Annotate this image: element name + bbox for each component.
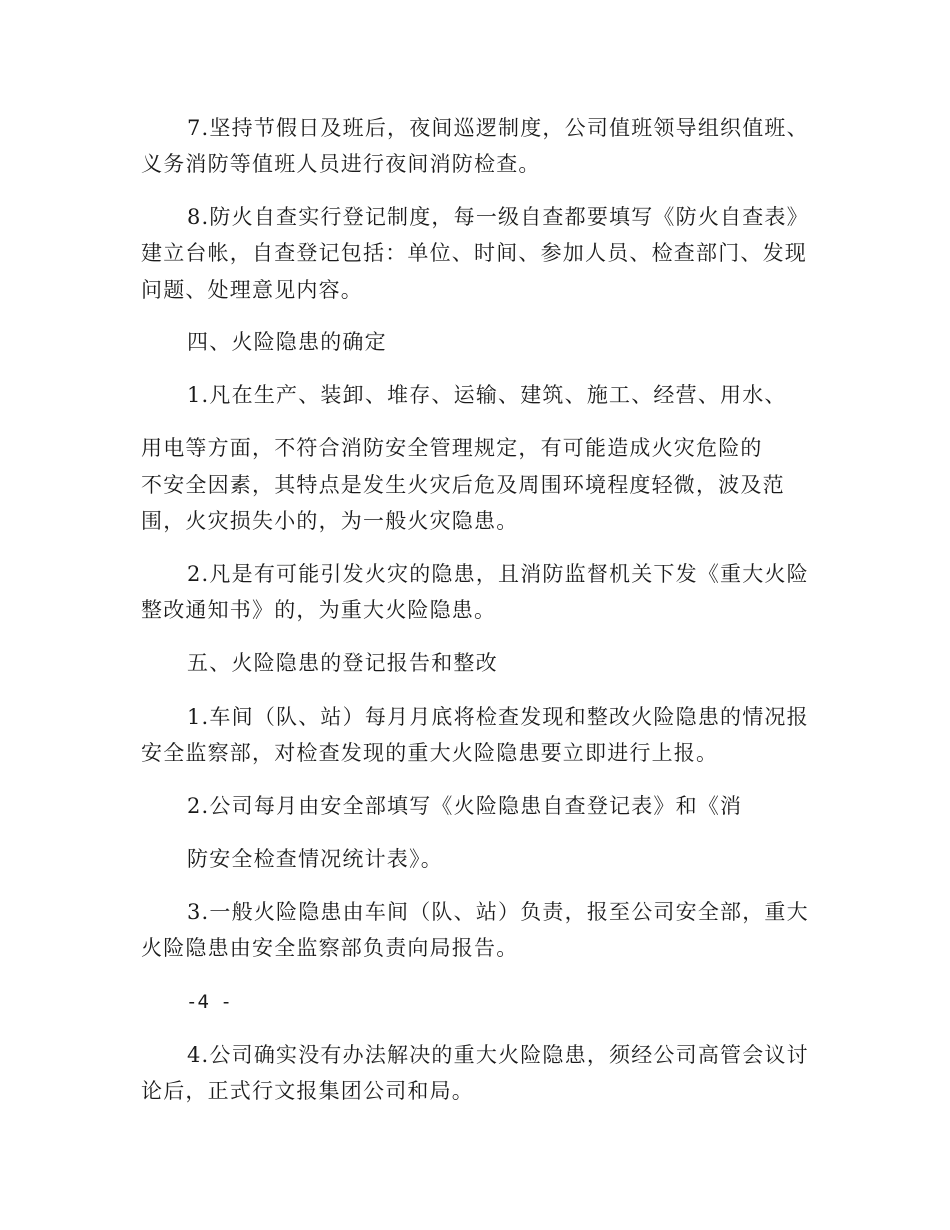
text-line: 8.防火自查实行登记制度，每一级自查都要填写《防火自查表》: [187, 205, 809, 229]
text-line: 用电等方面，不符合消防安全管理规定，有可能造成火灾危险的: [141, 436, 763, 460]
text-line: 问题、处理意见内容。: [141, 278, 363, 302]
text-line: 3.一般火险隐患由车间（队、站）负责，报至公司安全部，重大: [187, 900, 809, 924]
text-line: 建立台帐，自查登记包括：单位、时间、参加人员、检查部门、发现: [141, 241, 807, 265]
text-line: 安全监察部，对检查发现的重大火险隐患要立即进行上报。: [141, 741, 719, 765]
text-line: 不安全因素，其特点是发生火灾后危及周围环境程度轻微，波及范: [141, 473, 785, 497]
text-line: 7.坚持节假日及班后，夜间巡逻制度，公司值班领导组织值班、: [187, 116, 809, 140]
page-number: -4 -: [186, 991, 232, 1013]
text-line: 论后，正式行文报集团公司和局。: [141, 1079, 474, 1103]
text-line: 2.凡是有可能引发火灾的隐患，且消防监督机关下发《重大火险: [187, 562, 809, 586]
text-line: 2.公司每月由安全部填写《火险隐患自查登记表》和《消: [187, 794, 743, 818]
section-heading: 五、火险隐患的登记报告和整改: [187, 651, 498, 675]
text-line: 4.公司确实没有办法解决的重大火险隐患，须经公司高管会议讨: [187, 1043, 809, 1067]
text-line: 1.凡在生产、装卸、堆存、运输、建筑、施工、经营、用水、: [187, 383, 787, 407]
text-line: 1.车间（队、站）每月月底将检查发现和整改火险隐患的情况报: [187, 705, 809, 729]
text-line: 防安全检查情况统计表》。: [187, 847, 443, 871]
text-line: 火险隐患由安全监察部负责向局报告。: [141, 936, 519, 960]
section-heading: 四、火险隐患的确定: [187, 330, 387, 354]
text-line: 围，火灾损失小的，为一般火灾隐患。: [141, 509, 519, 533]
text-line: 整改通知书》的，为重大火险隐患。: [141, 598, 497, 622]
text-line: 义务消防等值班人员进行夜间消防检查。: [141, 152, 541, 176]
